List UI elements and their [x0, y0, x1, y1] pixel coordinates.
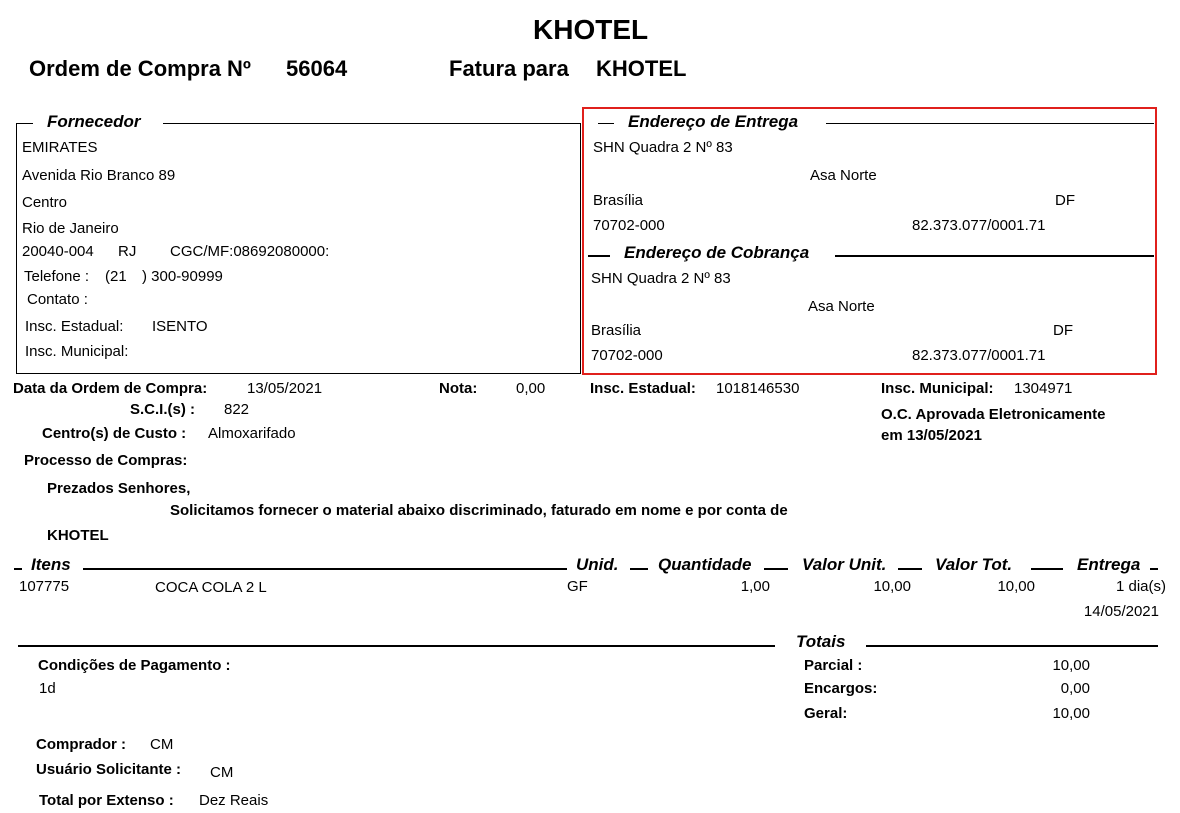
item-unit-value: 10,00: [873, 578, 911, 595]
item-quantity: 1,00: [740, 578, 770, 595]
supplier-city: Rio de Janeiro: [22, 220, 119, 237]
supplier-state: RJ: [118, 243, 137, 260]
item-total-value: 10,00: [997, 578, 1035, 595]
requester-label: Usuário Solicitante :: [36, 761, 182, 778]
approval-line-1: O.C. Aprovada Eletronicamente: [881, 406, 1106, 423]
supplier-cgc: CGC/MF:08692080000:: [170, 243, 330, 260]
approval-line-2: em 13/05/2021: [881, 427, 982, 444]
item-description: COCA COLA 2 L: [155, 579, 267, 596]
item-unit: GF: [567, 578, 588, 595]
order-date-label: Data da Ordem de Compra:: [13, 380, 208, 397]
process-label: Processo de Compras:: [24, 452, 188, 469]
delivery-title: Endereço de Entrega: [628, 112, 799, 131]
billing-state: DF: [1053, 322, 1073, 339]
supplier-phone-number: ) 300-90999: [142, 268, 223, 285]
buyer-label: Comprador :: [36, 736, 126, 753]
partial-label: Parcial :: [804, 657, 863, 674]
supplier-district: Centro: [22, 194, 68, 211]
supplier-contact-label: Contato :: [27, 291, 88, 308]
delivery-street: SHN Quadra 2 Nº 83: [593, 139, 733, 156]
item-delivery-date: 14/05/2021: [1083, 603, 1159, 620]
sci-label: S.C.I.(s) :: [130, 401, 196, 418]
col-total-value: Valor Tot.: [935, 555, 1013, 574]
order-number: 56064: [286, 56, 348, 81]
col-items: Itens: [31, 555, 71, 574]
nota-label: Nota:: [439, 380, 478, 397]
billing-city: Brasília: [591, 322, 642, 339]
billing-title: Endereço de Cobrança: [624, 243, 810, 262]
total-words-label: Total por Extenso :: [39, 792, 174, 809]
payment-label: Condições de Pagamento :: [38, 657, 231, 674]
order-date: 13/05/2021: [247, 380, 323, 397]
charges-label: Encargos:: [804, 680, 878, 697]
supplier-zip: 20040-004: [22, 243, 94, 260]
supplier-state-reg: ISENTO: [152, 318, 208, 335]
request-company: KHOTEL: [47, 527, 109, 544]
col-unit-value: Valor Unit.: [802, 555, 887, 574]
billing-street: SHN Quadra 2 Nº 83: [591, 270, 731, 287]
supplier-phone-label: Telefone :: [24, 268, 90, 285]
total-words-value: Dez Reais: [199, 792, 269, 809]
payment-value: 1d: [39, 680, 56, 697]
totals-title: Totais: [796, 632, 846, 651]
supplier-municipal-reg-label: Insc. Municipal:: [25, 343, 129, 360]
item-code: 107775: [19, 578, 70, 595]
item-delivery-days: 1 dia(s): [1115, 578, 1166, 595]
general-label: Geral:: [804, 705, 848, 722]
sci-value: 822: [224, 401, 250, 418]
invoice-to: KHOTEL: [596, 56, 687, 81]
municipal-reg-value: 1304971: [1014, 380, 1073, 397]
delivery-zip: 70702-000: [593, 217, 665, 234]
nota-value: 0,00: [516, 380, 546, 397]
supplier-name: EMIRATES: [22, 139, 98, 156]
cost-center-label: Centro(s) de Custo :: [42, 425, 187, 442]
order-label: Ordem de Compra Nº: [29, 56, 251, 81]
cost-center-value: Almoxarifado: [208, 425, 296, 442]
billing-cnpj: 82.373.077/0001.71: [912, 347, 1046, 364]
col-quantity: Quantidade: [658, 555, 752, 574]
company-title: KHOTEL: [533, 14, 649, 45]
general-value: 10,00: [1052, 705, 1090, 722]
state-reg-value: 1018146530: [716, 380, 800, 397]
delivery-state: DF: [1055, 192, 1075, 209]
state-reg-label: Insc. Estadual:: [590, 380, 696, 397]
billing-district: Asa Norte: [808, 298, 875, 315]
supplier-state-reg-label: Insc. Estadual:: [25, 318, 124, 335]
col-delivery: Entrega: [1077, 555, 1141, 574]
billing-zip: 70702-000: [591, 347, 663, 364]
delivery-cnpj: 82.373.077/0001.71: [912, 217, 1046, 234]
col-unit: Unid.: [576, 555, 619, 574]
invoice-label: Fatura para: [449, 56, 569, 81]
greeting: Prezados Senhores,: [47, 480, 191, 497]
charges-value: 0,00: [1060, 680, 1090, 697]
request-text: Solicitamos fornecer o material abaixo discriminado, faturado em nome e por conta de: [170, 502, 788, 519]
buyer-value: CM: [150, 736, 174, 753]
partial-value: 10,00: [1052, 657, 1090, 674]
supplier-street: Avenida Rio Branco 89: [22, 167, 176, 184]
delivery-district: Asa Norte: [810, 167, 877, 184]
requester-value: CM: [210, 764, 234, 781]
supplier-phone-area: (21: [105, 268, 127, 285]
supplier-title: Fornecedor: [47, 112, 141, 131]
municipal-reg-label: Insc. Municipal:: [881, 380, 994, 397]
delivery-city: Brasília: [593, 192, 644, 209]
